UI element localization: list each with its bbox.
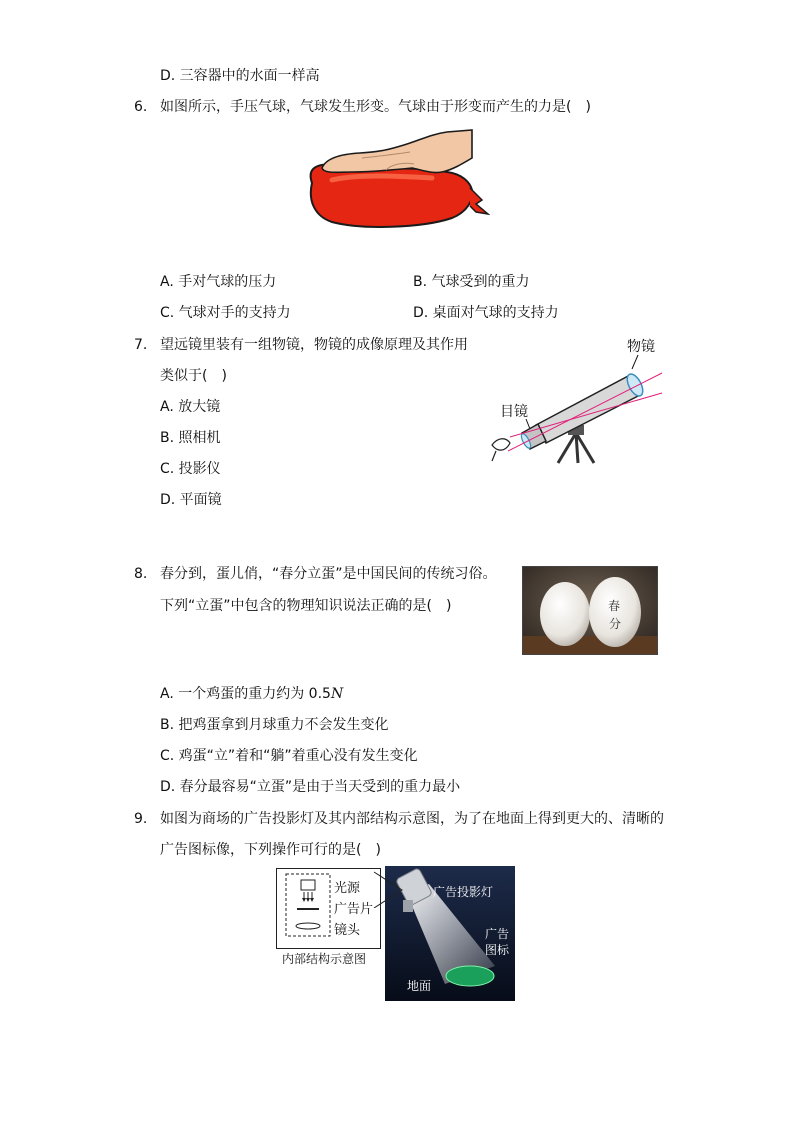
egg-char-spring: 春 bbox=[608, 599, 621, 613]
q9-number: 9. bbox=[134, 811, 148, 827]
egg-left bbox=[540, 582, 590, 646]
q6-balloon-hand-figure bbox=[302, 128, 490, 232]
label-ad-icon-line1: 广告 bbox=[485, 927, 510, 941]
q8-number: 8. bbox=[134, 566, 148, 582]
q9-stem-line2: 广告图标像，下列操作可行的是( ) bbox=[160, 842, 381, 858]
label-ground: 地面 bbox=[407, 979, 432, 993]
q8-option-b: B. 把鸡蛋拿到月球重力不会发生变化 bbox=[160, 717, 389, 733]
egg-char-equinox: 分 bbox=[609, 617, 622, 631]
telescope-eyepiece-label: 目镜 bbox=[500, 404, 528, 420]
q7-option-d: D. 平面镜 bbox=[160, 492, 222, 508]
q7-telescope-figure bbox=[486, 333, 666, 468]
q6-option-b: B. 气球受到的重力 bbox=[413, 274, 530, 290]
q8-option-a bbox=[160, 684, 343, 704]
projected-ad-icon bbox=[446, 966, 494, 986]
q6-number: 6. bbox=[134, 99, 148, 115]
label-lens: 镜头 bbox=[334, 923, 361, 938]
q8-stem-line1: 春分到，蛋儿俏，“春分立蛋”是中国民间的传统习俗。 bbox=[160, 566, 497, 582]
q6-option-d: D. 桌面对气球的支持力 bbox=[413, 305, 559, 321]
q8-eggs-photo bbox=[522, 566, 658, 655]
label-ad-icon-line2: 图标 bbox=[485, 943, 510, 957]
q8-stem-line2: 下列“立蛋”中包含的物理知识说法正确的是( ) bbox=[160, 598, 452, 614]
hand-shape bbox=[322, 130, 472, 173]
q7-stem-line1: 望远镜里装有一组物镜，物镜的成像原理及其作用 bbox=[160, 337, 468, 353]
q9-stem-line1: 如图为商场的广告投影灯及其内部结构示意图，为了在地面上得到更大的、清晰的 bbox=[160, 811, 664, 827]
telescope-tube bbox=[536, 375, 640, 443]
q7-number: 7. bbox=[134, 337, 148, 353]
q6-stem: 如图所示，手压气球，气球发生形变。气球由于形变而产生的力是( ) bbox=[160, 99, 591, 115]
q8-option-a-text: A. 一个鸡蛋的重力约为 0.5 bbox=[160, 686, 331, 702]
q9-callout-connector bbox=[372, 868, 412, 908]
balloon-knot bbox=[470, 188, 488, 214]
q7-option-b: B. 照相机 bbox=[160, 430, 221, 446]
q6-option-a: A. 手对气球的压力 bbox=[160, 274, 277, 290]
q6-option-c: C. 气球对手的支持力 bbox=[160, 305, 291, 321]
q7-option-c: C. 投影仪 bbox=[160, 461, 221, 477]
inner-structure-caption: 内部结构示意图 bbox=[282, 952, 367, 966]
label-ad-slide: 广告片 bbox=[334, 902, 374, 917]
q8-option-c: C. 鸡蛋“立”着和“躺”着重心没有发生变化 bbox=[160, 748, 418, 764]
q7-option-a: A. 放大镜 bbox=[160, 399, 221, 415]
q8-option-a-unit: N bbox=[330, 686, 344, 702]
telescope-objective-label: 物镜 bbox=[627, 339, 655, 355]
label-light-source: 光源 bbox=[334, 881, 361, 896]
q8-option-d: D. 春分最容易“立蛋”是由于当天受到的重力最小 bbox=[160, 779, 461, 795]
q7-stem-line2: 类似于( ) bbox=[160, 368, 227, 384]
label-ad-lamp: 广告投影灯 bbox=[433, 885, 494, 899]
q5-option-d: D. 三容器中的水面一样高 bbox=[160, 68, 320, 84]
